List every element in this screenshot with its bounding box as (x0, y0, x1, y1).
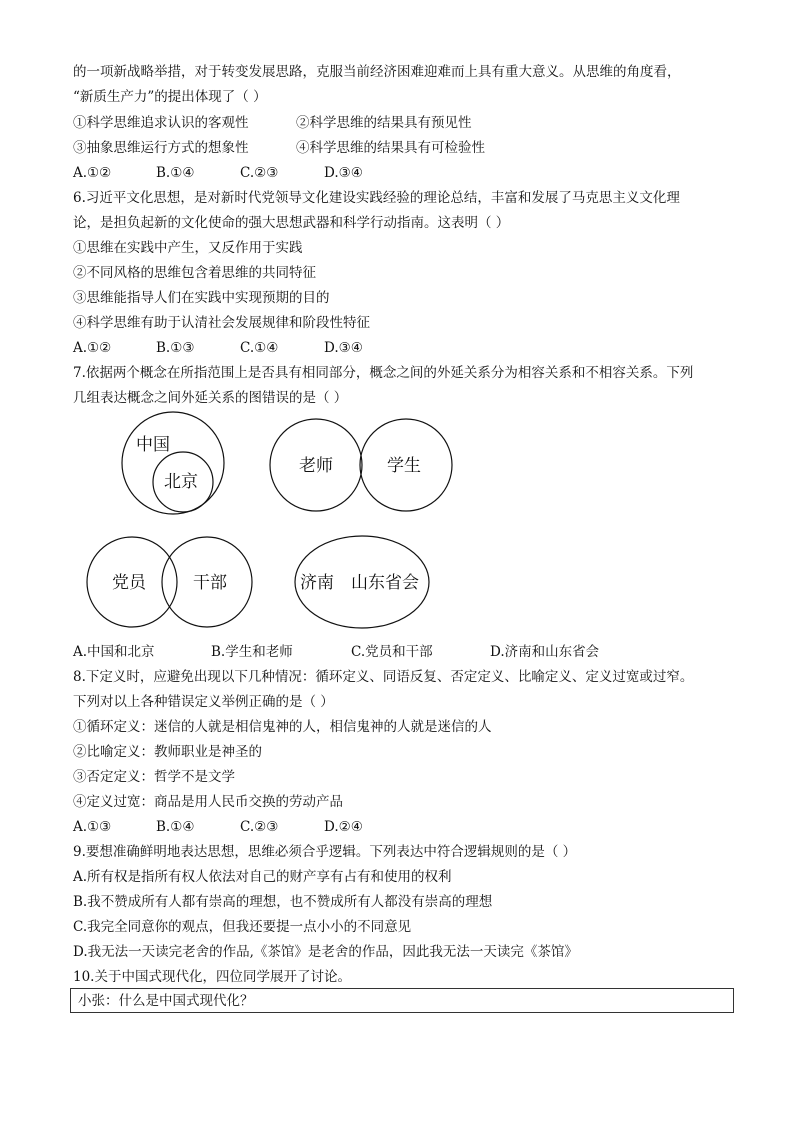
q5-option-b[interactable]: B.①④ (156, 165, 195, 181)
q5-option-c[interactable]: C.②③ (240, 165, 279, 181)
q10-dialogue-xiaozhang: 小张：什么是中国式现代化？ (78, 993, 254, 1009)
q8-option-b[interactable]: B.①④ (156, 819, 195, 835)
label-teacher: 老师 (299, 456, 333, 476)
q10-stem: 10.关于中国式现代化，四位同学展开了讨论。 (73, 969, 351, 985)
q9-stem: 9.要想准确鲜明地表达思想，思维必须合乎逻辑。下列表达中符合逻辑规则的是（ ） (73, 844, 577, 860)
q6-statement-2: ②不同风格的思维包含着思维的共同特征 (73, 265, 316, 281)
q6-option-c[interactable]: C.①④ (240, 340, 279, 356)
q6-statement-1: ①思维在实践中产生，又反作用于实践 (73, 240, 303, 256)
label-shandong-capital: 山东省会 (351, 573, 419, 593)
q7-stem-line2: 几组表达概念之间外延关系的图错误的是（ ） (73, 390, 348, 406)
q8-stem-line2: 下列对以上各种错误定义举例正确的是（ ） (73, 694, 334, 710)
q7-option-b[interactable]: B.学生和老师 (211, 644, 293, 660)
q7-option-c[interactable]: C.党员和干部 (351, 644, 433, 660)
label-student: 学生 (387, 456, 421, 476)
q6-statement-4: ④科学思维有助于认清社会发展规律和阶段性特征 (73, 315, 370, 331)
q5-statement-4: ④科学思维的结果具有可检验性 (296, 140, 485, 156)
q8-option-d[interactable]: D.②④ (324, 819, 363, 835)
q8-statement-4: ④定义过宽：商品是用人民币交换的劳动产品 (73, 794, 343, 810)
q9-option-a[interactable]: A.所有权是指所有权人依法对自己的财产享有占有和使用的权利 (73, 869, 452, 885)
q5-option-a[interactable]: A.①② (73, 165, 112, 181)
diagram-d (295, 536, 429, 628)
label-beijing: 北京 (164, 472, 198, 492)
label-jinan: 济南 (300, 573, 334, 593)
q5-stem-line2: “新质生产力”的提出体现了（ ） (73, 89, 267, 105)
q5-statement-1: ①科学思维追求认识的客观性 (73, 115, 249, 131)
q8-statement-2: ②比喻定义：教师职业是神圣的 (73, 744, 262, 760)
q9-option-d[interactable]: D.我无法一天读完老舍的作品,《茶馆》是老舍的作品，因此我无法一天读完《茶馆》 (73, 944, 578, 960)
q8-option-a[interactable]: A.①③ (73, 819, 112, 835)
q5-statement-3: ③抽象思维运行方式的想象性 (73, 140, 249, 156)
q5-option-d[interactable]: D.③④ (324, 165, 363, 181)
q8-statement-1: ①循环定义：迷信的人就是相信鬼神的人，相信鬼神的人就是迷信的人 (73, 719, 492, 735)
circle-china (122, 412, 224, 514)
q5-stem-line1: 的一项新战略举措，对于转变发展思路，克服当前经济困难迎难而上具有重大意义。从思维的角度看， (73, 64, 681, 80)
diagram-c (87, 537, 252, 627)
q7-stem-line1: 7.依据两个概念在所指范围上是否具有相同部分，概念之间的外延关系分为相容关系和不相容关系。下列 (73, 365, 694, 381)
label-cadre: 干部 (193, 573, 227, 593)
q7-option-d[interactable]: D.济南和山东省会 (490, 644, 600, 660)
q8-statement-3: ③否定定义：哲学不是文学 (73, 769, 235, 785)
q7-option-a[interactable]: A.中国和北京 (73, 644, 155, 660)
q5-statement-2: ②科学思维的结果具有预见性 (296, 115, 472, 131)
q8-stem-line1: 8.下定义时，应避免出现以下几种情况：循环定义、同语反复、否定定义、比喻定义、定义过宽或过窄。 (73, 669, 694, 685)
q9-option-b[interactable]: B.我不赞成所有人都有崇高的理想，也不赞成所有人都没有崇高的理想 (73, 894, 493, 910)
q6-option-d[interactable]: D.③④ (324, 340, 363, 356)
label-party-member: 党员 (112, 573, 146, 593)
q8-option-c[interactable]: C.②③ (240, 819, 279, 835)
q9-option-c[interactable]: C.我完全同意你的观点，但我还要提一点小小的不同意见 (73, 919, 412, 935)
label-china: 中国 (136, 435, 170, 455)
q6-stem-line2: 论，是担负起新的文化使命的强大思想武器和科学行动指南。这表明（ ） (73, 215, 510, 231)
q6-stem-line1: 6.习近平文化思想，是对新时代党领导文化建设实践经验的理论总结，丰富和发展了马克思主义文化理 (73, 190, 680, 206)
diagram-a (122, 412, 224, 514)
q6-option-b[interactable]: B.①③ (156, 340, 195, 356)
diagram-b (270, 419, 452, 511)
q6-option-a[interactable]: A.①② (73, 340, 112, 356)
q6-statement-3: ③思维能指导人们在实践中实现预期的目的 (73, 290, 330, 306)
venn-diagrams (60, 410, 480, 640)
q10-dialogue-box (70, 988, 734, 1013)
